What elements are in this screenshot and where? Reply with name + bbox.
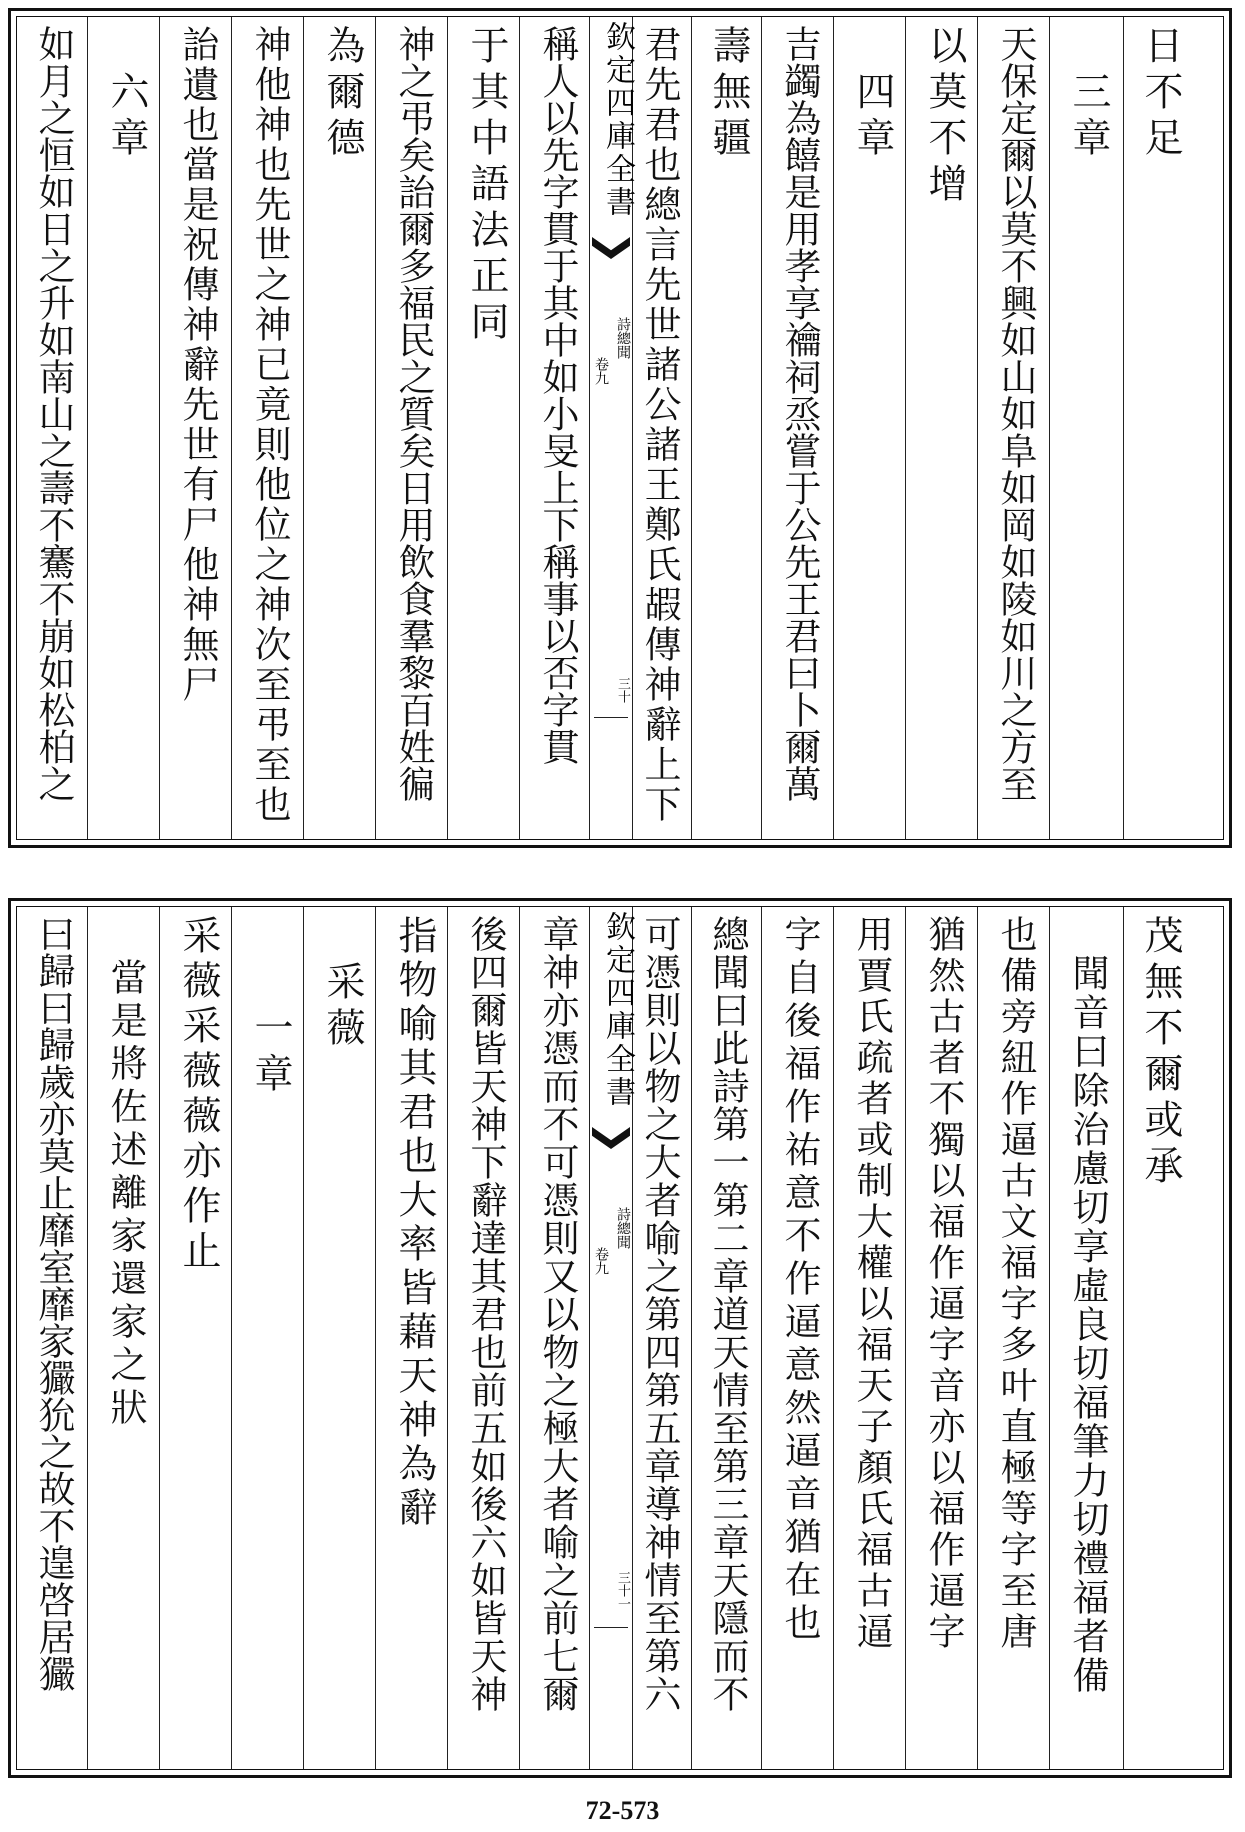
column-rule — [977, 907, 978, 1769]
text-column: 君先君也總言先世諸公諸王鄭氏嘏傳神辭上下 — [638, 25, 681, 825]
column-rule — [1123, 907, 1124, 1769]
text-column: 總聞曰此詩第一第二章道天情至第三章天隱而不 — [706, 915, 749, 1713]
text-column: 六章 — [104, 25, 149, 163]
text-column: 稱人以先字貫于其中如小旻上下稱事以否字貫 — [536, 25, 579, 765]
text-column: 章神亦憑而不可憑則又以物之極大者喻之前七爾 — [536, 915, 579, 1713]
footer-page-number: 72-573 — [585, 1796, 660, 1825]
text-column: 後四爾皆天神下辭達其君也前五如後六如皆天神 — [464, 915, 507, 1713]
center-gutter — [589, 907, 633, 1769]
column-rule — [691, 17, 692, 839]
column-rule — [761, 907, 762, 1769]
column-rule — [1049, 17, 1050, 839]
book-title: 詩總聞 — [615, 1207, 631, 1249]
text-column: 茂無不爾或承 — [1138, 915, 1183, 1191]
column-rule — [905, 17, 906, 839]
page-number: 三十一 — [615, 1571, 630, 1610]
gutter-rule — [594, 717, 628, 718]
column-rule — [231, 17, 232, 839]
book-title: 詩總聞 — [615, 317, 631, 359]
column-rule — [87, 17, 88, 839]
column-rule — [519, 17, 520, 839]
text-column: 曰歸曰歸歲亦莫止靡室靡家玁狁之故不遑啓居玁 — [32, 915, 75, 1692]
text-column: 神之弔矣詒爾多福民之質矣日用飲食羣黎百姓徧 — [392, 25, 435, 802]
text-column: 可憑則以物之大者喻之第四第五章導神情至第六 — [638, 915, 681, 1713]
column-rule — [905, 907, 906, 1769]
text-column: 日不足 — [1138, 25, 1183, 163]
text-column: 于其中語法正同 — [464, 25, 509, 347]
text-column: 壽無疆 — [706, 25, 751, 163]
column-rule — [691, 907, 692, 1769]
page-number: 三十 — [615, 677, 630, 703]
juan-label: 卷九 — [593, 1247, 609, 1275]
header-title: 欽定四庫全書 — [600, 911, 635, 1109]
text-column: 四章 — [850, 25, 895, 163]
column-rule — [447, 907, 448, 1769]
text-column: 采薇 — [320, 915, 365, 1053]
text-column: 以莫不增 — [922, 25, 967, 209]
text-column: 指物喻其君也大率皆藉天神為辭 — [392, 915, 437, 1531]
text-column: 吉蠲為饎是用孝享禴祠烝嘗于公先王君曰卜爾萬 — [778, 25, 821, 802]
column-rule — [303, 17, 304, 839]
text-column: 天保定爾以莫不興如山如阜如岡如陵如川之方至 — [994, 25, 1037, 802]
column-rule — [447, 17, 448, 839]
column-rule — [159, 17, 160, 839]
column-rule — [761, 17, 762, 839]
column-rule — [1123, 17, 1124, 839]
column-rule — [231, 907, 232, 1769]
center-gutter — [589, 17, 633, 839]
text-column: 三章 — [1066, 25, 1111, 163]
column-rule — [375, 907, 376, 1769]
bottom-page — [8, 898, 1232, 1778]
column-rule — [375, 17, 376, 839]
text-column: 一章 — [248, 915, 293, 1099]
column-rule — [519, 907, 520, 1769]
text-column: 如月之恒如日之升如南山之壽不騫不崩如松柏之 — [32, 25, 75, 802]
fish-tail-mark — [592, 237, 630, 259]
text-column: 采薇采薇薇亦作止 — [176, 915, 221, 1275]
column-rule — [977, 17, 978, 839]
juan-label: 卷九 — [593, 357, 609, 385]
text-column: 神他神也先世之神已竟則他位之神次至弔至也 — [248, 25, 291, 825]
header-title: 欽定四庫全書 — [600, 21, 635, 219]
text-column: 用賈氏疏者或制大權以福天子顏氏福古逼 — [850, 915, 893, 1653]
column-rule — [87, 907, 88, 1769]
column-rule — [833, 907, 834, 1769]
text-column: 字自後福作祐意不作逼意然逼音猶在也 — [778, 915, 821, 1646]
column-rule — [833, 17, 834, 839]
column-rule — [303, 907, 304, 1769]
gutter-rule — [594, 1627, 628, 1628]
top-page — [8, 8, 1232, 848]
text-column: 猶然古者不獨以福作逼字音亦以福作逼字 — [922, 915, 965, 1653]
text-column: 聞音曰除治慮切享虛良切福筆力切禮福者備 — [1066, 915, 1109, 1695]
text-column: 詒遺也當是祝傳神辭先世有尸他神無尸 — [176, 25, 219, 705]
text-column: 當是將佐述離家還家之狀 — [104, 915, 147, 1431]
text-column: 為爾德 — [320, 25, 365, 163]
column-rule — [159, 907, 160, 1769]
fish-tail-mark — [592, 1127, 630, 1149]
text-column: 也備旁紐作逼古文福字多叶直極等字至唐 — [994, 915, 1037, 1653]
column-rule — [1049, 907, 1050, 1769]
